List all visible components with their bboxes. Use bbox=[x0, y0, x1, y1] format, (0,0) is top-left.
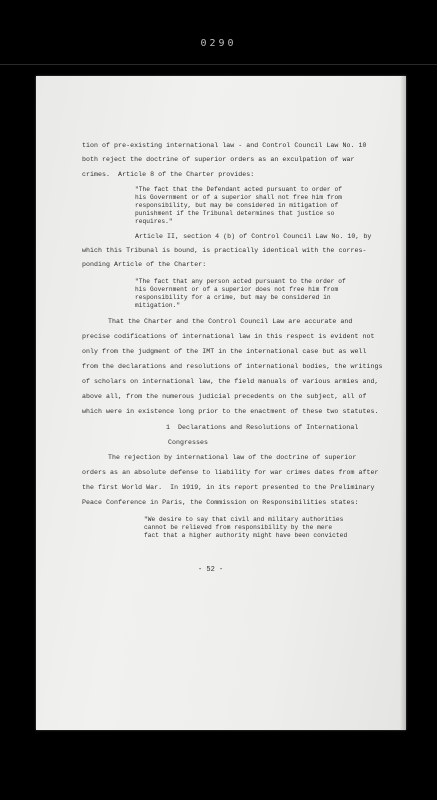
text-line: only from the judgment of the IMT in the international case but as well bbox=[82, 348, 367, 355]
text-line: from the declarations and resolutions of international bodies, the writings bbox=[82, 363, 383, 370]
quote-line: responsibility for a crime, but may be considered in bbox=[135, 294, 331, 301]
section-heading: 1 Declarations and Resolutions of International bbox=[166, 424, 359, 431]
frame-number: 0290 bbox=[200, 38, 237, 49]
quote-line: requires." bbox=[135, 218, 173, 225]
quote-line: his Government or of a superior does not free him from bbox=[135, 286, 339, 293]
text-line: Article II, section 4 (b) of Control Council Law No. 10, by bbox=[135, 233, 372, 240]
quote-line: fact that a higher authority might have been convicted bbox=[144, 532, 348, 539]
quote-line: cannot be relieved from responsibility by the mere bbox=[144, 524, 333, 531]
text-line: crimes. Article 8 of the Charter provides: bbox=[82, 171, 255, 178]
text-line: of scholars on international law, the field manuals of various armies and, bbox=[82, 378, 379, 385]
document-page bbox=[36, 76, 406, 730]
quote-line: mitigation." bbox=[135, 302, 181, 309]
quote-line: "The fact that the Defendant acted pursuant to order of bbox=[135, 186, 342, 193]
text-line: orders as an absolute defense to liability for war crimes dates from after bbox=[82, 469, 379, 476]
text-line: tion of pre-existing international law - and Control Council Law No. 10 bbox=[82, 142, 367, 149]
quote-line: punishment if the Tribunal determines that justice so bbox=[135, 210, 335, 217]
page-number: - 52 - bbox=[198, 566, 224, 574]
text-line: The rejection by international law of the doctrine of superior bbox=[108, 454, 357, 461]
section-heading: Congresses bbox=[168, 439, 209, 446]
text-line: which this Tribunal is bound, is practically identical with the corres- bbox=[82, 247, 367, 254]
text-line: ponding Article of the Charter: bbox=[82, 261, 207, 268]
quote-line: his Government or of a superior shall not free him from bbox=[135, 194, 342, 201]
text-line: precise codifications of international law in this respect is evident not bbox=[82, 333, 375, 340]
quote-line: "We desire to say that civil and military authorities bbox=[144, 516, 344, 523]
text-line: above all, from the numerous judicial precedents on the subject, all of bbox=[82, 393, 367, 400]
paper-edge-shadow bbox=[400, 76, 406, 730]
quote-line: responsibility, but may be considered in mitigation of bbox=[135, 202, 339, 209]
text-line: both reject the doctrine of superior orders as an exculpation of war bbox=[82, 156, 355, 163]
text-line: Peace Conference in Paris, the Commission on Responsibilities states: bbox=[82, 499, 359, 506]
text-line: the first World War. In 1919, in its report presented to the Preliminary bbox=[82, 484, 375, 491]
film-rule bbox=[0, 64, 437, 65]
quote-line: "The fact that any person acted pursuant to the order of bbox=[135, 278, 346, 285]
text-line: That the Charter and the Control Council Law are accurate and bbox=[108, 318, 353, 325]
text-line: which were in existence long prior to the enactment of these two statutes. bbox=[82, 408, 379, 415]
